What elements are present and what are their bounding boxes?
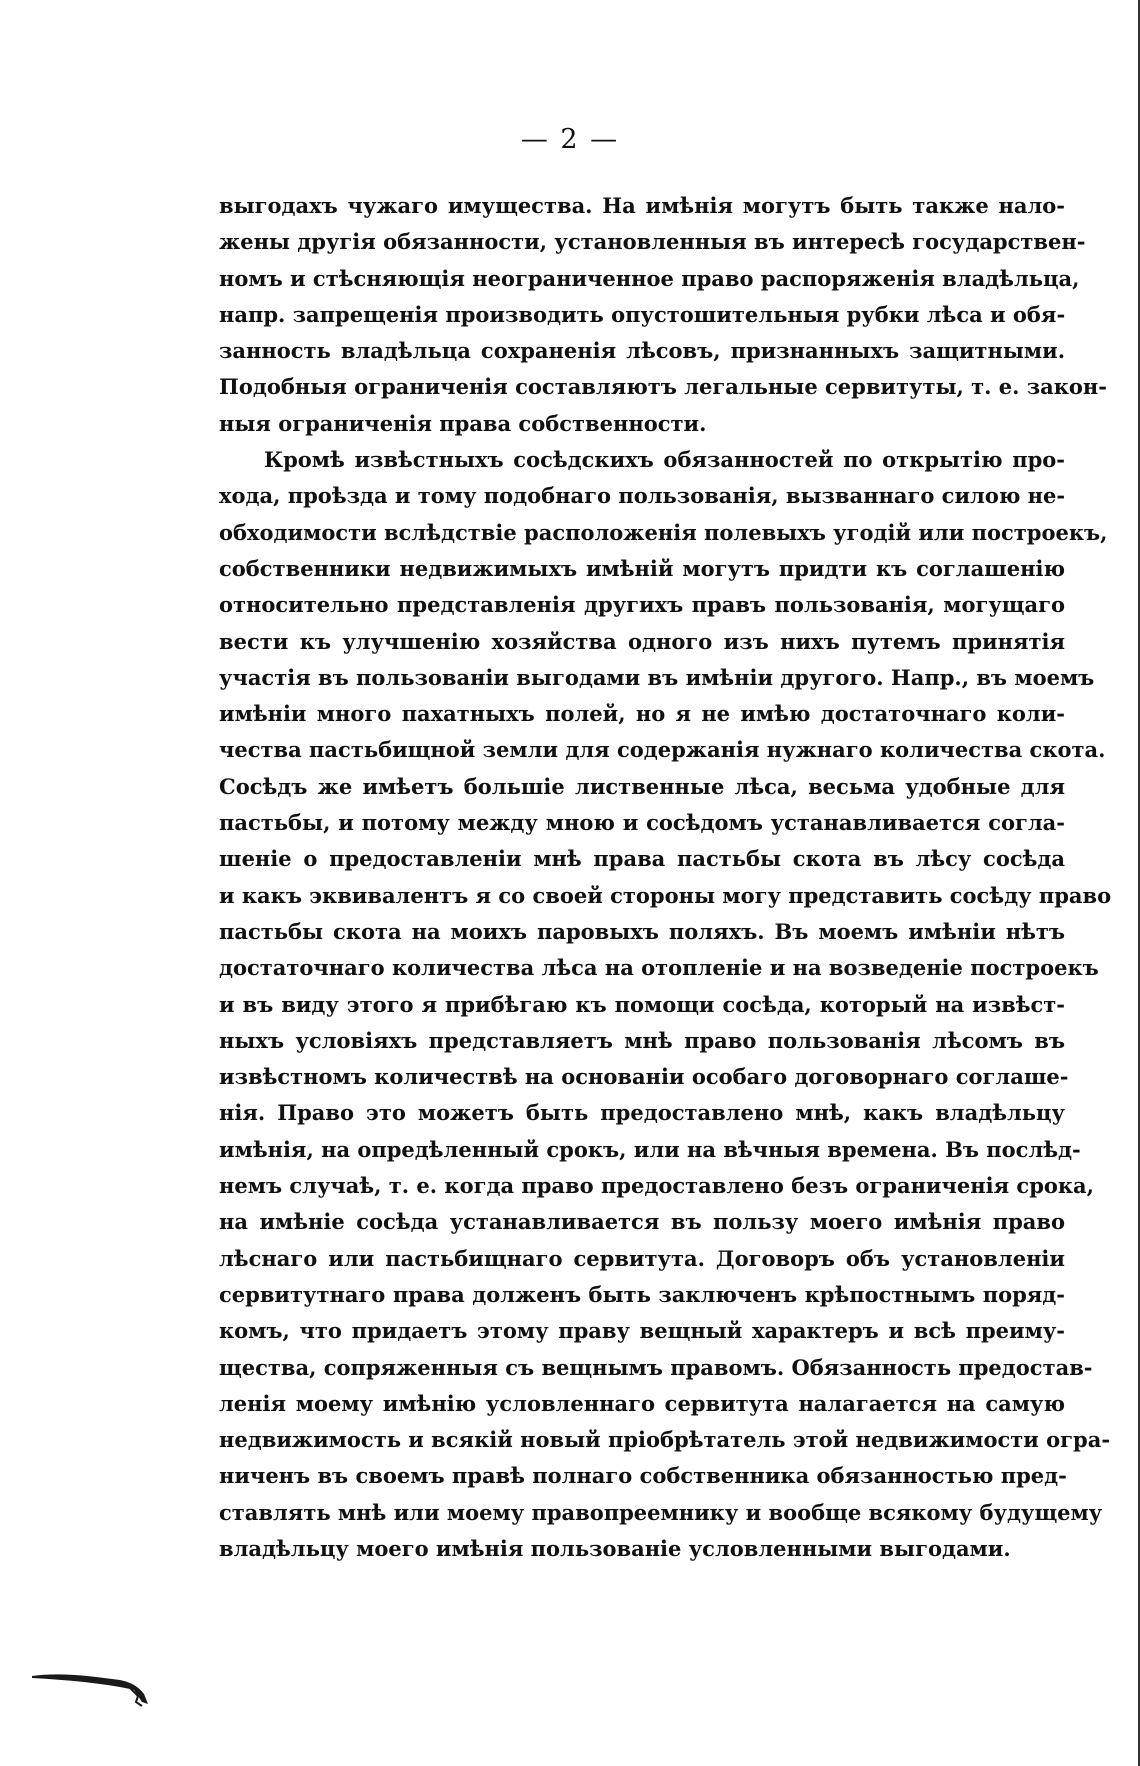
text-line: собственники недвижимыхъ имѣній могутъ придти къ соглашенію bbox=[219, 555, 1065, 581]
text-line: напр. запрещенія производить опустошительныя рубки лѣса и обя- bbox=[219, 301, 1066, 327]
text-line: ныхъ условіяхъ представляетъ мнѣ право пользованія лѣсомъ въ bbox=[219, 1027, 1065, 1053]
text-line: вести къ улучшенію хозяйства одного изъ нихъ путемъ принятія bbox=[219, 628, 1065, 654]
text-line: относительно представленія другихъ правъ пользованія, могущаго bbox=[219, 592, 1065, 618]
text-line: Кромѣ извѣстныхъ сосѣдскихъ обязанностей по открытію про- bbox=[264, 447, 1065, 473]
text-line: немъ случаѣ, т. е. когда право предоставлено безъ ограниченія срока, bbox=[219, 1173, 1094, 1199]
text-line: обходимости вслѣдствіе расположенія полевыхъ угодій или построекъ, bbox=[219, 519, 1108, 545]
text-line: и въ виду этого я прибѣгаю къ помощи сосѣда, который на извѣст- bbox=[219, 991, 1065, 1017]
text-line: на имѣніе сосѣда устанавливается въ пользу моего имѣнія право bbox=[219, 1209, 1065, 1235]
text-line: чества пастьбищной земли для содержанія нужнаго количества скота. bbox=[219, 737, 1106, 763]
text-line: ныя ограниченія права собственности. bbox=[219, 410, 707, 436]
text-line: имѣніи много пахатныхъ полей, но я не имѣю достаточнаго коли- bbox=[219, 701, 1065, 727]
text-line: пастьбы скота на моихъ паровыхъ поляхъ. Въ моемъ имѣніи нѣтъ bbox=[219, 918, 1065, 944]
text-line: занность владѣльца сохраненія лѣсовъ, признанныхъ защитными. bbox=[219, 338, 1065, 364]
ink-smudge-mark bbox=[30, 1658, 160, 1708]
text-line: хода, проѣзда и тому подобнаго пользованія, вызваннаго силою не- bbox=[219, 483, 1066, 509]
text-line: комъ, что придаетъ этому праву вещный характеръ и всѣ преиму- bbox=[219, 1318, 1065, 1344]
text-line: недвижимость и всякій новый пріобрѣтатель этой недвижимости огра- bbox=[219, 1427, 1111, 1453]
text-line: жены другія обязанности, установленныя въ интересѣ государствен- bbox=[219, 229, 1086, 255]
text-line: шеніе о предоставленіи мнѣ права пастьбы скота въ лѣсу сосѣда bbox=[219, 846, 1065, 872]
text-line: сервитутнаго права долженъ быть заключенъ крѣпостнымъ поряд- bbox=[219, 1281, 1065, 1307]
text-line: владѣльцу моего имѣнія пользованіе условленными выгодами. bbox=[219, 1535, 1011, 1561]
text-line: номъ и стѣсняющія неограниченное право распоряженія владѣльца, bbox=[219, 265, 1080, 291]
paragraph-1 bbox=[219, 188, 1108, 442]
page-number: — 2 — bbox=[520, 124, 620, 155]
paragraph-2 bbox=[219, 442, 1112, 1567]
text-line: нія. Право это можетъ быть предоставлено мнѣ, какъ владѣльцу bbox=[219, 1100, 1065, 1126]
text-line: ставлять мнѣ или моему правопреемнику и вообще всякому будущему bbox=[219, 1499, 1103, 1525]
text-line: ленія моему имѣнію условленнаго сервитута налагается на самую bbox=[219, 1390, 1065, 1416]
text-line: выгодахъ чужаго имущества. На имѣнія могутъ быть также нало- bbox=[219, 193, 1065, 218]
text-line: извѣстномъ количествѣ на основаніи особаго договорнаго соглаше- bbox=[219, 1064, 1069, 1090]
text-line: достаточнаго количества лѣса на отопленіе и на возведеніе построекъ bbox=[219, 955, 1099, 981]
text-line: и какъ эквивалентъ я со своей стороны могу представить сосѣду право bbox=[219, 882, 1112, 908]
text-line: лѣснаго или пастьбищнаго сервитута. Договоръ объ установленіи bbox=[219, 1245, 1065, 1271]
text-line: Сосѣдъ же имѣетъ большіе лиственные лѣса, весьма удобные для bbox=[219, 773, 1065, 799]
text-line: имѣнія, на опредѣленный срокъ, или на вѣчныя времена. Въ послѣд- bbox=[219, 1136, 1081, 1162]
text-line: участія въ пользованіи выгодами въ имѣніи другого. Напр., въ моемъ bbox=[219, 664, 1095, 690]
text-line: Подобныя ограниченія составляютъ легальные сервитуты, т. е. закон- bbox=[219, 374, 1108, 400]
text-line: пастьбы, и потому между мною и сосѣдомъ устанавливается согла- bbox=[219, 810, 1065, 836]
text-line: ниченъ въ своемъ правѣ полнаго собственника обязанностью пред- bbox=[219, 1463, 1067, 1489]
text-line: щества, сопряженныя съ вещнымъ правомъ. Обязанность предостав- bbox=[219, 1354, 1093, 1380]
body-text bbox=[219, 188, 1112, 1567]
